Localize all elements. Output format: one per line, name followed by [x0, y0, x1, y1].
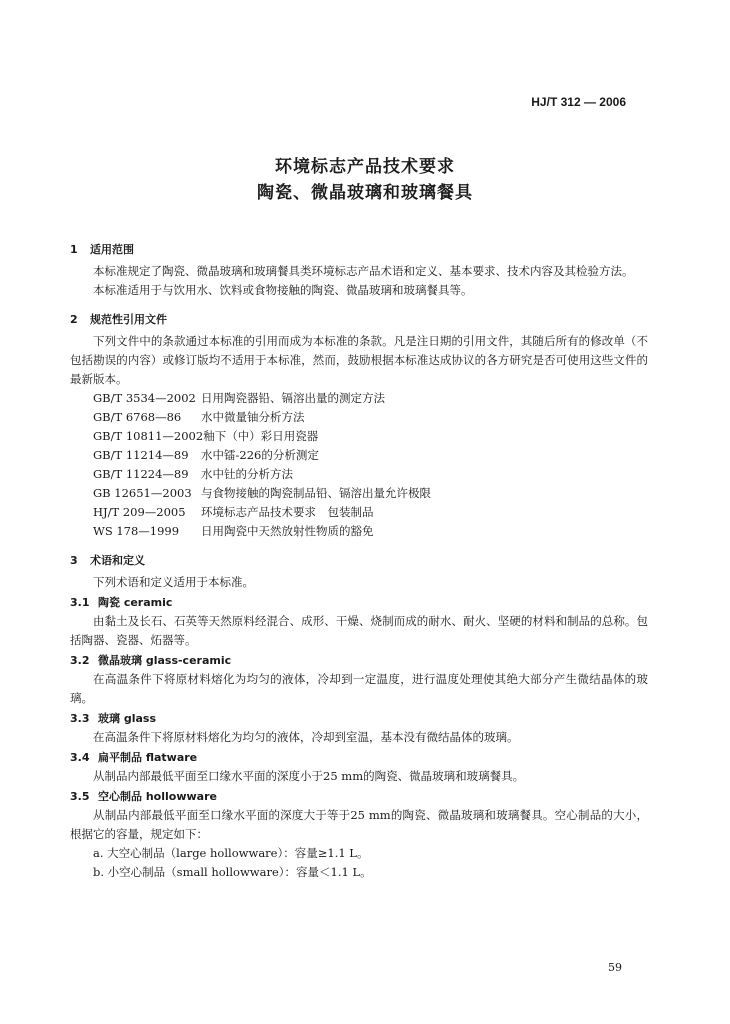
term-definition-3-2: 在高温条件下将原材料熔化为均匀的液体，冷却到一定温度，进行温度处理使其绝大部分产生微结晶体的玻璃。 — [70, 672, 648, 705]
term-number: 3.1 — [70, 596, 90, 609]
term-definition-3-5: 从制品内部最低平面至口缘水平面的深度大于等于25 mm的陶瓷、微晶玻璃和玻璃餐具。空心制品的大小，根据它的容量，规定如下： — [70, 808, 648, 841]
term-definition-3-3: 在高温条件下将原材料熔化为均匀的液体，冷却到室温，基本没有微结晶体的玻璃。 — [93, 730, 519, 744]
list-item: b. 小空心制品（small hollowware）：容量＜1.1 L。 — [93, 865, 372, 879]
section-number: 2 — [70, 313, 78, 326]
reference-item — [70, 522, 648, 541]
term-number: 3.2 — [70, 654, 90, 667]
reference-code: GB/T 11214—89 — [93, 448, 189, 462]
section-3-paragraph-1: 下列术语和定义适用于本标准。 — [93, 575, 254, 589]
reference-item — [70, 484, 648, 503]
section-number: 1 — [70, 243, 78, 256]
reference-item — [70, 389, 648, 408]
reference-title: 日用陶瓷器铅、镉溶出量的测定方法 — [201, 391, 385, 405]
term-number: 3.5 — [70, 790, 90, 803]
document-title-line-2: 陶瓷、微晶玻璃和玻璃餐具 — [257, 183, 473, 203]
reference-code: WS 178—1999 — [93, 524, 180, 538]
term-heading-3-5 — [70, 787, 648, 806]
reference-title: 与食物接触的陶瓷制品铅、镉溶出量允许极限 — [201, 486, 431, 500]
list-item: a. 大空心制品（large hollowware）：容量≥1.1 L。 — [93, 846, 369, 860]
reference-title: 釉下（中）彩日用瓷器 — [203, 429, 319, 443]
section-title: 规范性引用文件 — [90, 313, 167, 326]
reference-code: GB/T 3534—2002 — [93, 391, 196, 405]
standard-code: HJ/T 312 — 2006 — [531, 95, 626, 109]
reference-item — [70, 465, 648, 484]
term-number: 3.4 — [70, 751, 90, 764]
term-heading-3-3 — [70, 709, 648, 728]
reference-title: 水中微量铀分析方法 — [201, 410, 305, 424]
term-title: 陶瓷 ceramic — [98, 596, 173, 609]
section-3-heading — [70, 551, 648, 570]
term-title: 微晶玻璃 glass-ceramic — [98, 654, 232, 667]
section-2-heading — [70, 310, 648, 329]
term-title: 扁平制品 flatware — [98, 751, 198, 764]
section-1-heading — [70, 240, 648, 259]
term-title: 玻璃 glass — [98, 712, 156, 725]
page-number: 59 — [608, 961, 622, 974]
section-title: 适用范围 — [90, 243, 134, 256]
reference-code: GB/T 10811—2002 — [93, 429, 204, 443]
document-body — [70, 240, 648, 882]
reference-item — [70, 446, 648, 465]
reference-code: HJ/T 209—2005 — [93, 505, 186, 519]
reference-item — [70, 427, 648, 446]
term-heading-3-1 — [70, 593, 648, 612]
section-title: 术语和定义 — [90, 554, 145, 567]
section-2-paragraph-1: 下列文件中的条款通过本标准的引用而成为本标准的条款。凡是注日期的引用文件，其随后所有的修改单（不包括勘误的内容）或修订版均不适用于本标准，然而，鼓励根据本标准达成协议的各方研究是否可使用这些文件的最新版本。 — [70, 334, 648, 386]
reference-code: GB/T 11224—89 — [93, 467, 189, 481]
term-definition-3-1: 由黏土及长石、石英等天然原料经混合、成形、干燥、烧制而成的耐水、耐火、坚硬的材料和制品的总称。包括陶器、瓷器、炻器等。 — [70, 614, 648, 647]
reference-title: 日用陶瓷中天然放射性物质的豁免 — [201, 524, 374, 538]
reference-code: GB 12651—2003 — [93, 486, 192, 500]
section-1-paragraph-2: 本标准适用于与饮用水、饮料或食物接触的陶瓷、微晶玻璃和玻璃餐具等。 — [93, 283, 473, 297]
term-heading-3-4 — [70, 748, 648, 767]
reference-title: 水中钍的分析方法 — [201, 467, 293, 481]
section-number: 3 — [70, 554, 78, 567]
reference-title: 环境标志产品技术要求 包装制品 — [201, 505, 374, 519]
term-number: 3.3 — [70, 712, 90, 725]
reference-item — [70, 408, 648, 427]
term-title: 空心制品 hollowware — [98, 790, 217, 803]
reference-item — [70, 503, 648, 522]
reference-title: 水中镭-226的分析测定 — [201, 448, 319, 462]
normative-references-list — [70, 389, 648, 541]
reference-code: GB/T 6768—86 — [93, 410, 182, 424]
term-definition-3-4: 从制品内部最低平面至口缘水平面的深度小于25 mm的陶瓷、微晶玻璃和玻璃餐具。 — [93, 769, 525, 783]
document-title-line-1: 环境标志产品技术要求 — [275, 157, 455, 177]
section-1-paragraph-1: 本标准规定了陶瓷、微晶玻璃和玻璃餐具类环境标志产品术语和定义、基本要求、技术内容及其检验方法。 — [93, 264, 634, 278]
term-heading-3-2 — [70, 651, 648, 670]
